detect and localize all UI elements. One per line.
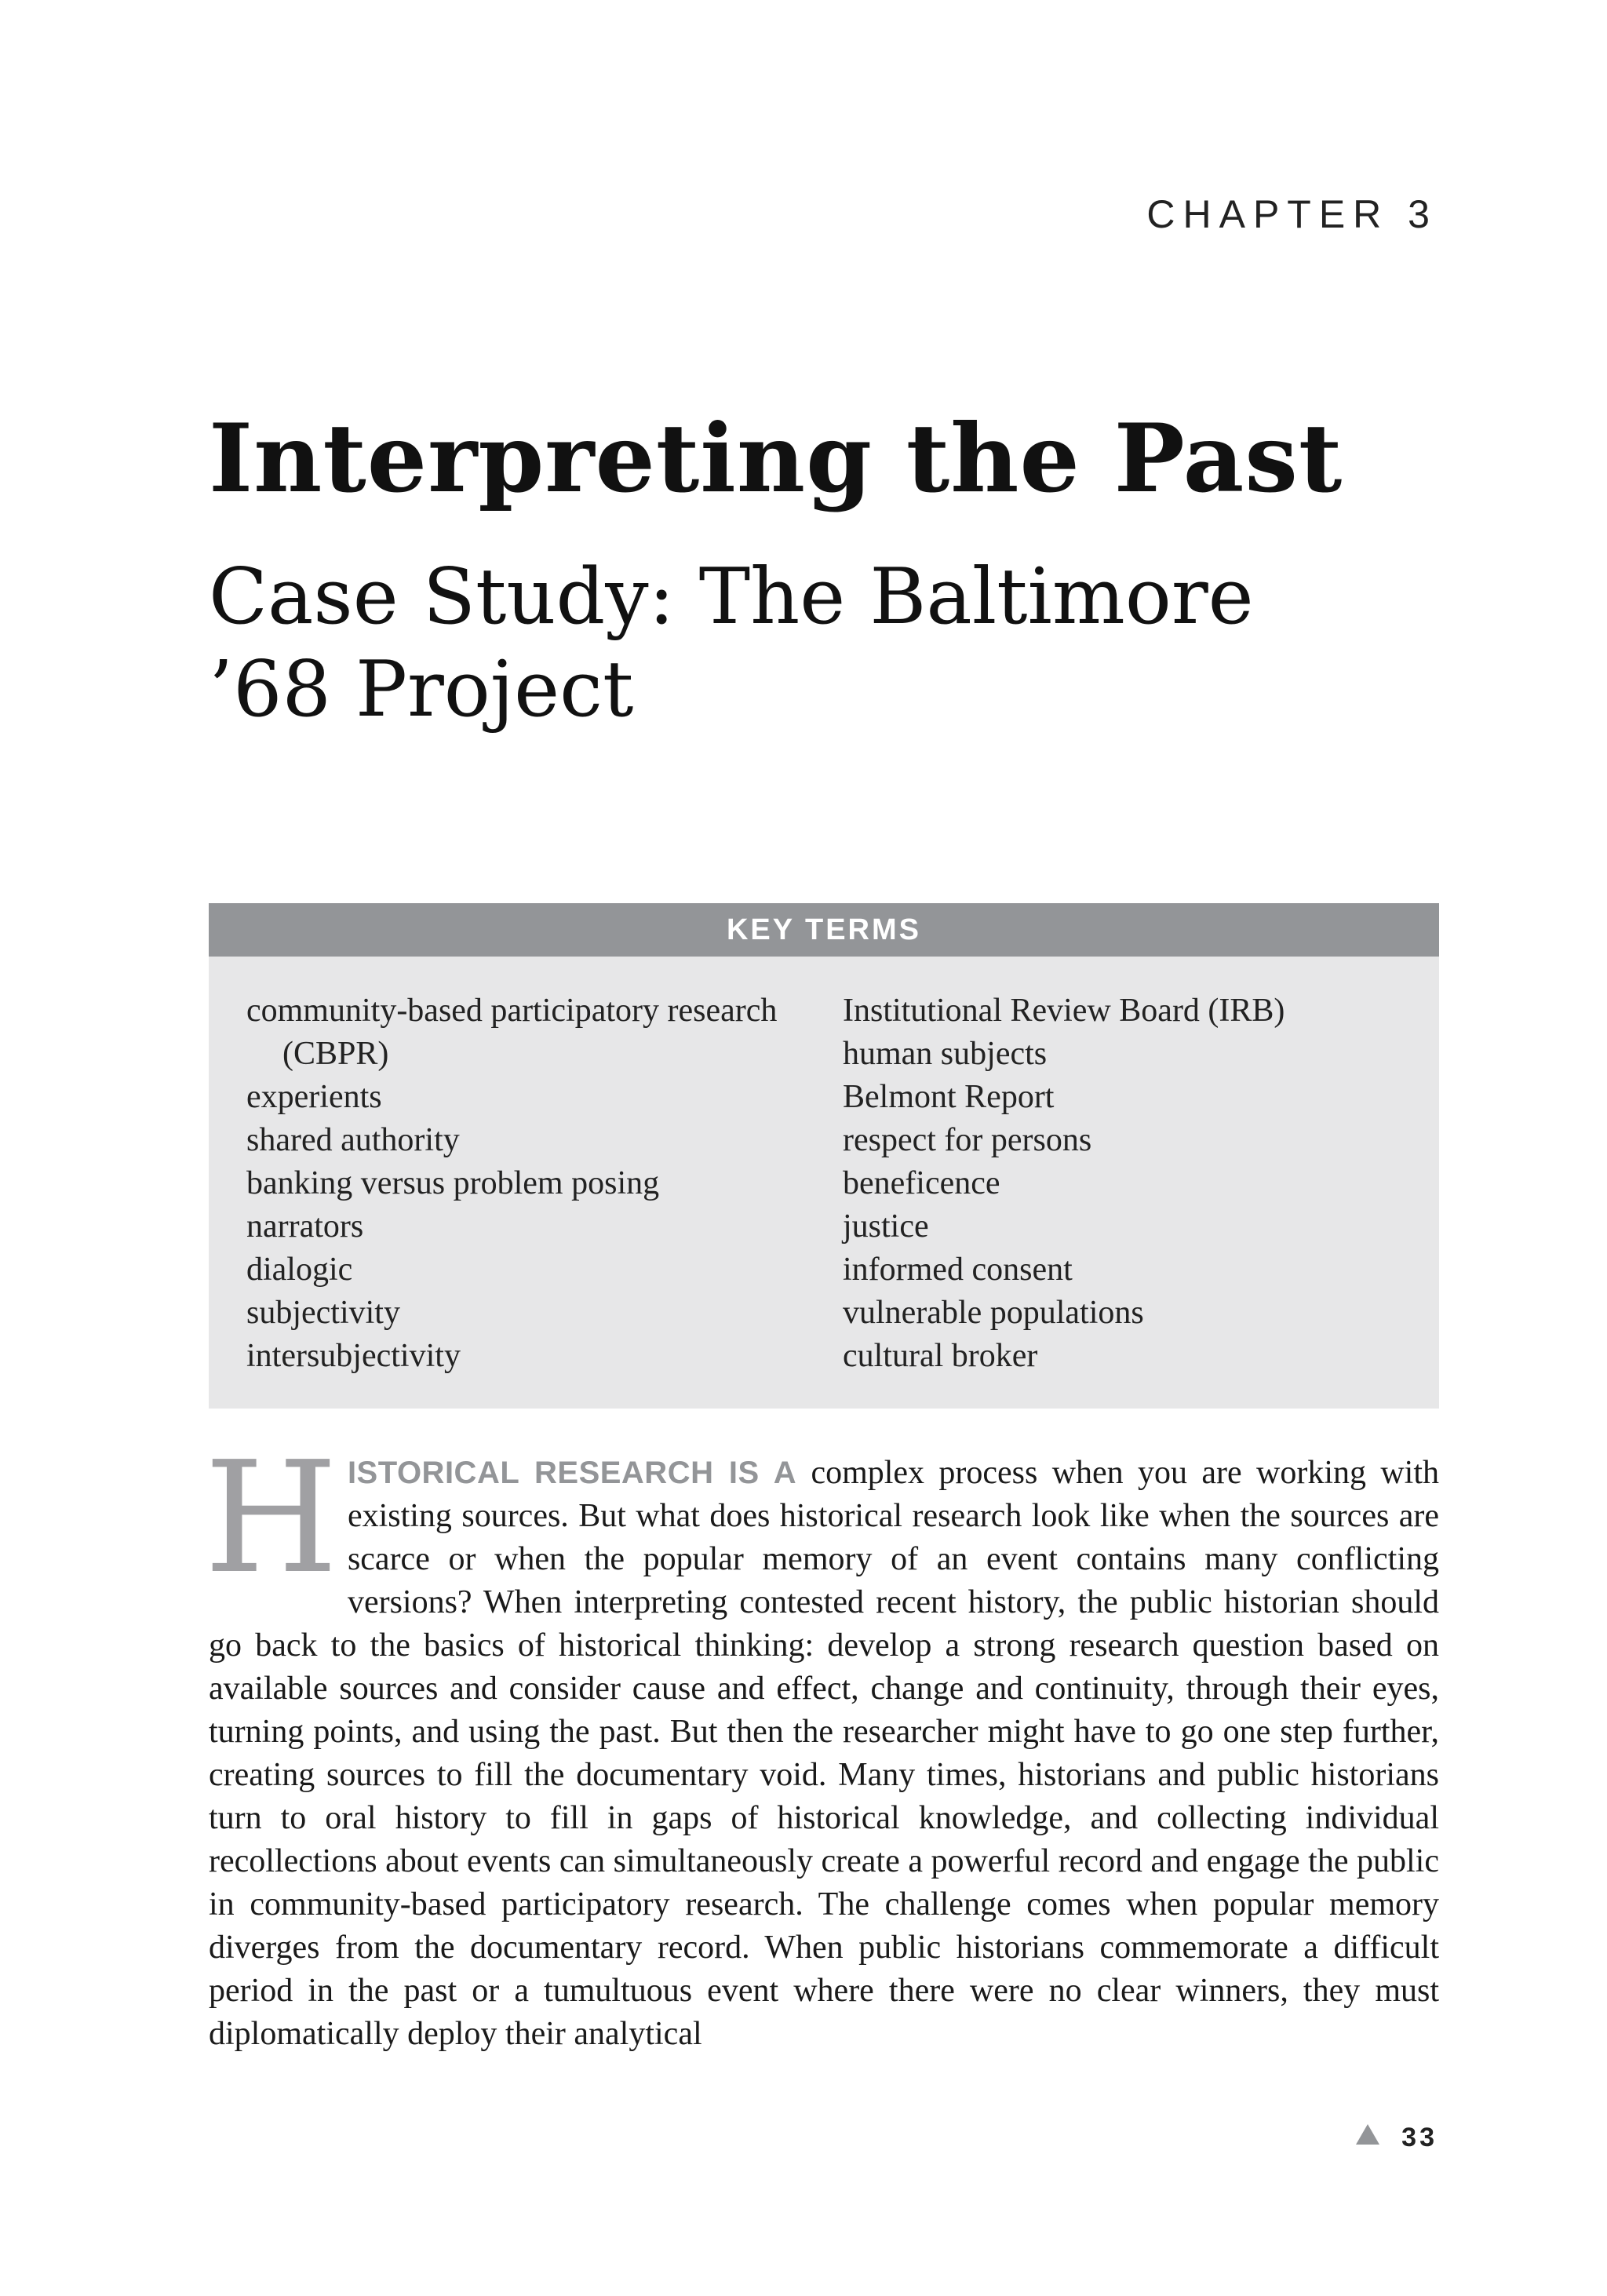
key-term-continuation: (CBPR) (282, 1036, 389, 1072)
key-term: informed consent (843, 1252, 1073, 1288)
key-terms-box (209, 903, 1439, 1409)
key-term: dialogic (246, 1252, 353, 1288)
key-term: narrators (246, 1208, 364, 1245)
key-term: Institutional Review Board (IRB) (843, 993, 1285, 1029)
subtitle-line-2: ’68 Project (209, 645, 634, 734)
key-term: Belmont Report (843, 1079, 1055, 1115)
body-paragraph (204, 1429, 1439, 2056)
chapter-label: CHAPTER 3 (1146, 192, 1438, 236)
chapter-title: Interpreting the Past (209, 403, 1343, 514)
triangle-icon (1356, 2124, 1379, 2145)
page-footer (1356, 2123, 1438, 2153)
key-term: community-based participatory research (CBPR) (246, 989, 827, 1076)
key-term: beneficence (843, 1165, 1000, 1201)
key-terms-left-column (246, 989, 827, 1378)
key-term: intersubjectivity (246, 1338, 461, 1374)
lead-in-small-caps: ISTORICAL RESEARCH IS A (347, 1456, 797, 1490)
chapter-subtitle (209, 551, 1464, 736)
body-text: complex process when you are working with existing sources. But what does historical research look like when the sources are scarce or when the popular memory of an event contains many conflicting versions? When interpreting contested recent history, the public historian should go back to the basics of historical thinking: develop a strong research question based on available sources and consider cause and effect, change and continuity, through their eyes, turning points, and using the past. But then the researcher might have to go one step further, creating sources to fill the documentary void. Many times, historians and public historians turn to oral history to fill in gaps of historical knowledge, and collecting individual recollections about events can simultaneously create a powerful record and engage the public in community-based participatory research. The challenge comes when popular memory diverges from the documentary record. When public historians commemorate a difficult period in the past or a tumultuous event where there were no clear winners, they must diplomatically deploy their analytical (209, 1455, 1439, 2052)
key-term: human subjects (843, 1036, 1048, 1072)
drop-cap: H (204, 1429, 338, 1608)
key-term: subjectivity (246, 1295, 400, 1331)
page-number: 33 (1401, 2123, 1438, 2152)
key-term: justice (843, 1208, 929, 1245)
key-term: respect for persons (843, 1122, 1092, 1158)
subtitle-line-1: Case Study: The Baltimore (209, 552, 1254, 642)
key-terms-header: KEY TERMS (209, 903, 1439, 957)
key-term: vulnerable populations (843, 1295, 1144, 1331)
key-terms-right-column (843, 989, 1423, 1378)
key-term: cultural broker (843, 1338, 1038, 1374)
key-term: experients (246, 1079, 382, 1115)
key-term: shared authority (246, 1122, 460, 1158)
key-term: banking versus problem posing (246, 1165, 660, 1201)
